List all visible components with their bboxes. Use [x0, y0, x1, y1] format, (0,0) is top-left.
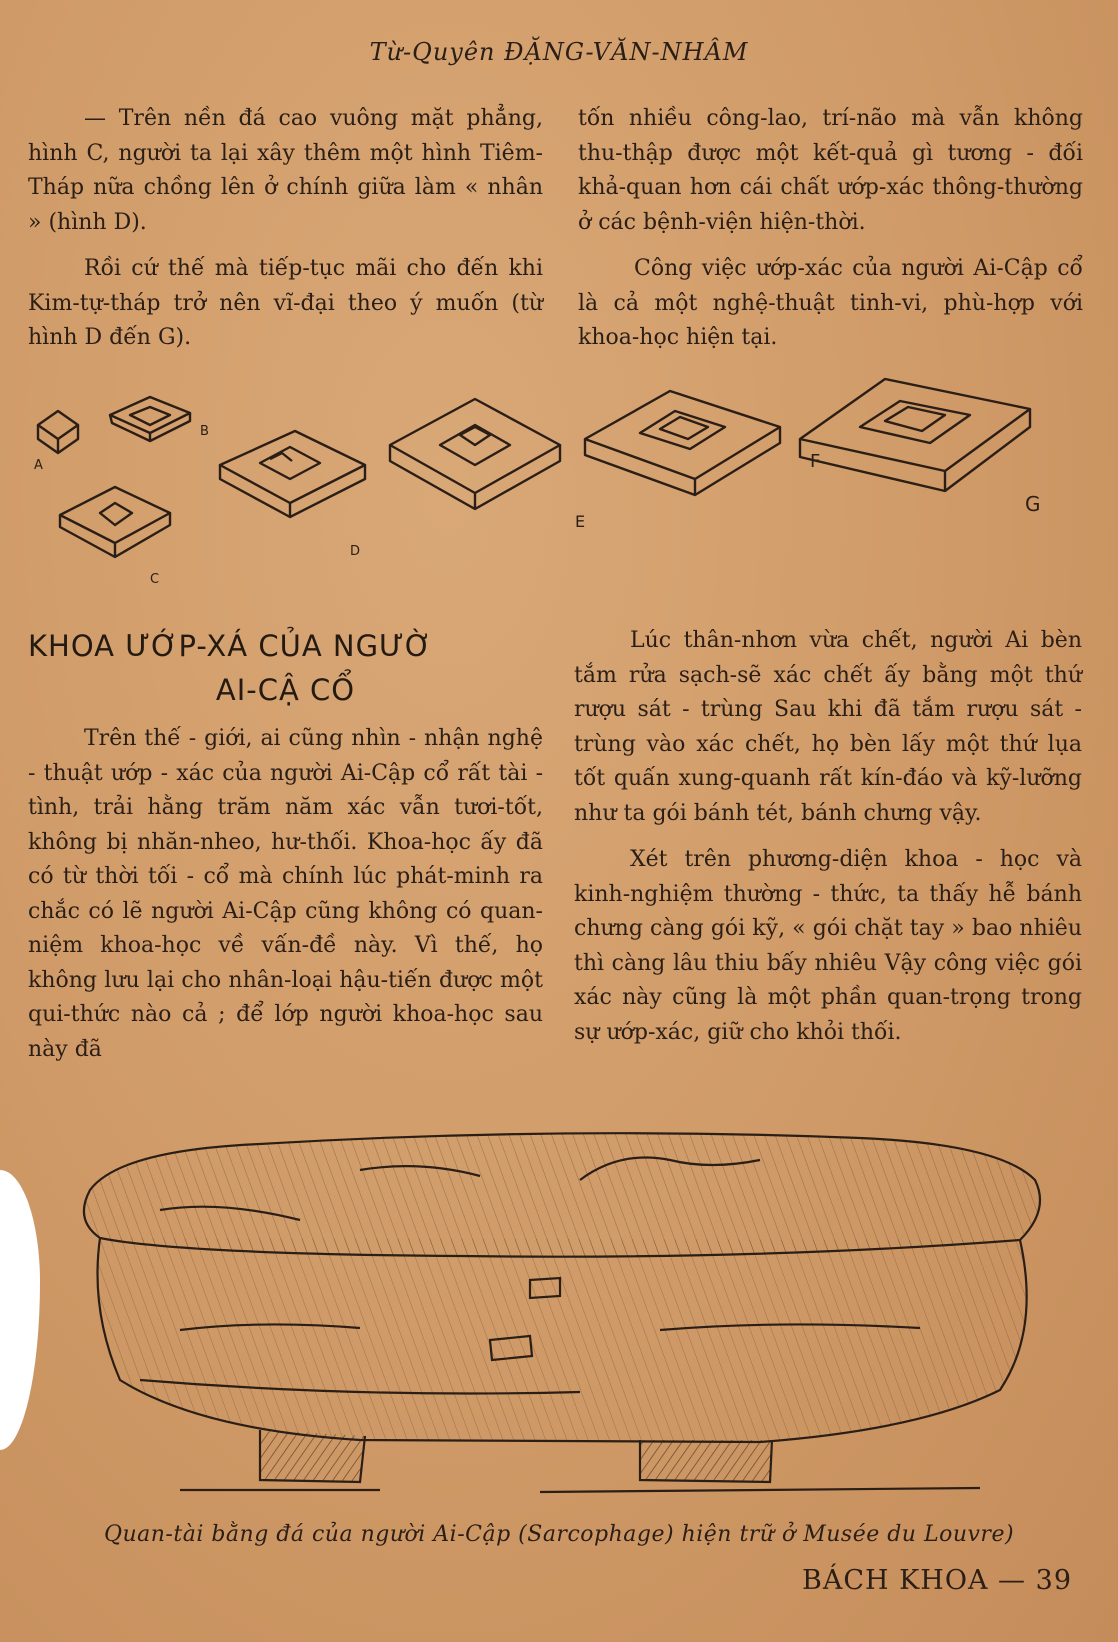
bottom-right-column	[574, 624, 1082, 1062]
paper-tear	[0, 1170, 40, 1450]
figure-e-block	[390, 399, 560, 509]
figure-c-block	[60, 487, 170, 557]
paragraph: Rồi cứ thế mà tiếp-tục mãi cho đến khi Kim-tự-tháp trở nên vĩ-đại theo ý muốn (từ hình D đến G).	[28, 256, 543, 350]
page-header: Từ-Quyên ĐẶNG-VĂN-NHÂM	[369, 38, 749, 66]
paragraph: tốn nhiều công-lao, trí-não mà vẫn không thu-thập được một kết-quả gì tương - đối khả-quan hơn cái chất ướp-xác thông-thường ở các bệnh-viện hiện-thời.	[578, 106, 1083, 235]
figure-d-block	[220, 431, 365, 517]
figure-a-block	[38, 411, 78, 453]
sarcophagus-illustration	[60, 1130, 1060, 1500]
paragraph: Xét trên phương-diện khoa - học và kinh-nghiệm thường - thức, ta thấy hễ bánh chưng càng gói kỹ, « gói chặt tay » bao nhiêu thì càng lâu thiu bấy nhiêu Vậy công việc gói xác này cũng là một phần quan-trọng trong sự ướp-xác, giữ cho khỏi thối.	[574, 847, 1082, 1045]
section-heading	[28, 624, 543, 712]
figure-label-d: D	[350, 544, 361, 559]
figure-label-c: C	[150, 572, 160, 587]
paragraph: Trên thế - giới, ai cũng nhìn - nhận nghệ - thuật ướp - xác của người Ai-Cập cổ rất tài - tình, trải hằng trăm năm xác vẫn tươi-tốt, không bị nhăn-nheo, hư-thối. Khoa-học ấy đã có từ thời tối - cổ mà chính lúc phát-minh ra chắc có lẽ người Ai-Cập cũng không có quan-niệm khoa-học về vấn-đề này. Vì thế, họ không lưu lại cho nhân-loại hậu-tiến được một qui-thức nào cả ; để lớp người khoa-học sau này đã	[28, 726, 543, 1062]
page-footer: BÁCH KHOA — 39	[802, 1565, 1072, 1596]
figure-label-b: B	[200, 424, 209, 439]
figure-b-block	[110, 397, 190, 441]
paragraph: Lúc thân-nhơn vừa chết, người Ai bèn tắm rửa sạch-sẽ xác chết ấy bằng một thứ rượu sát - trùng Sau khi đã tắm rượu sát - trùng vào xác chết, họ bèn lấy một thứ lụa tốt quấn xung-quanh rất kín-đáo và kỹ-lưỡng như ta gói bánh tét, bánh chưng vậy.	[574, 628, 1082, 826]
bottom-left-column	[28, 722, 543, 1079]
figure-label-g: G	[1025, 492, 1041, 516]
figure-f-block	[585, 391, 780, 495]
paragraph: — Trên nền đá cao vuông mặt phẳng, hình C, người ta lại xây thêm một hình Tiêm-Tháp nữa chồng lên ở chính giữa làm « nhân » (hình D).	[28, 106, 543, 235]
top-left-column	[28, 102, 543, 368]
figure-label-f: F	[810, 451, 821, 472]
heading-line-2: AI-CẬ CỔ	[215, 673, 356, 707]
pyramid-construction-figure	[20, 375, 1100, 595]
heading-line-1: KHOA ƯỚP-XÁ CỦA NGƯỜ	[28, 629, 433, 663]
figure-label-a: A	[34, 458, 43, 473]
figure-g-block	[800, 379, 1030, 491]
top-right-column	[578, 102, 1083, 368]
figure-label-e: E	[575, 512, 586, 531]
paragraph: Công việc ướp-xác của người Ai-Cập cổ là cả một nghệ-thuật tinh-vi, phù-hợp với khoa-học hiện tại.	[578, 256, 1083, 350]
figure-caption: Quan-tài bằng đá của người Ai-Cập (Sarcophage) hiện trữ ở Musée du Louvre)	[103, 1522, 1015, 1547]
